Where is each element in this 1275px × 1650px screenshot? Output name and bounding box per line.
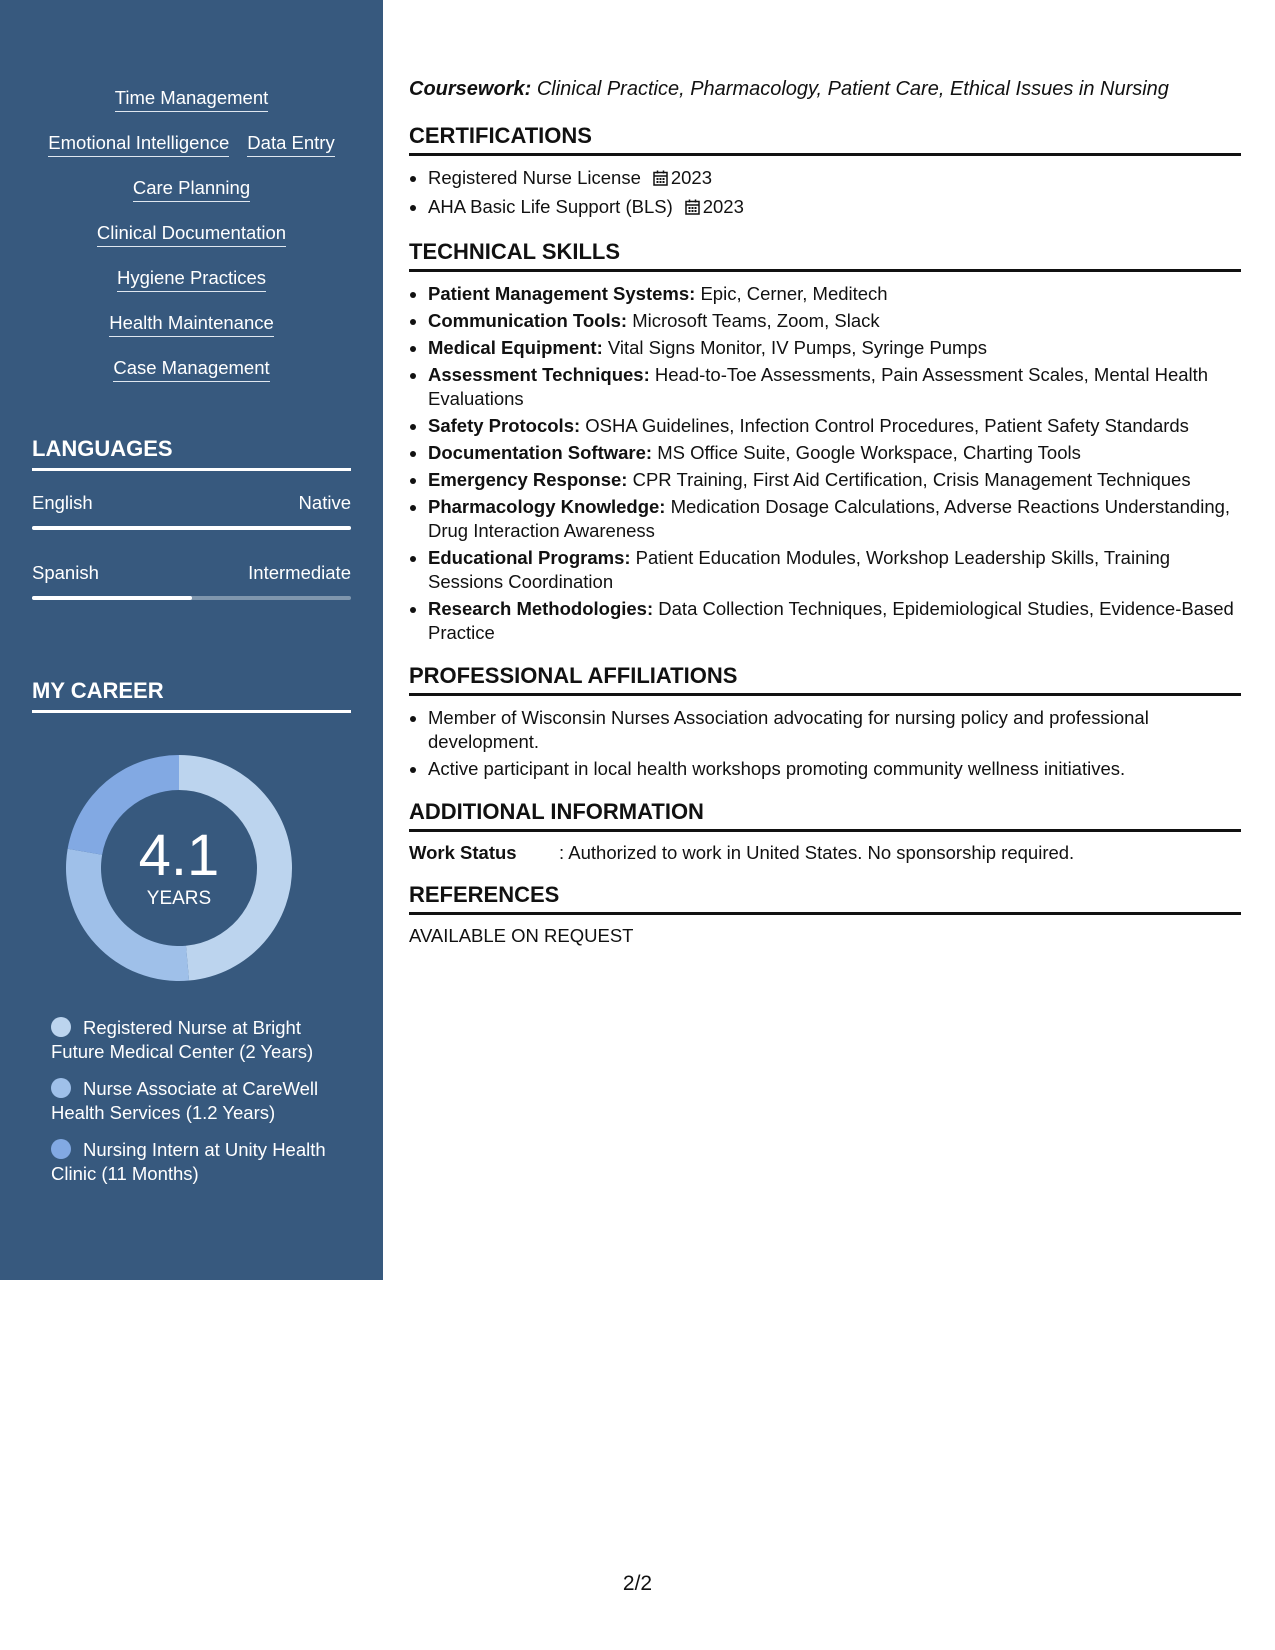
language-item	[32, 562, 351, 600]
skill-row	[0, 221, 383, 247]
career-item-text: Nursing Intern at Unity Health Clinic (11 Months)	[51, 1139, 326, 1184]
language-proficiency-bar	[32, 526, 351, 530]
affiliations-list	[409, 706, 1241, 781]
technical-skill-label: Patient Management Systems:	[428, 283, 696, 304]
skill-tag: Data Entry	[247, 131, 334, 157]
skills-list	[0, 86, 383, 401]
technical-skill-item	[428, 468, 1241, 492]
technical-skill-text: Vital Signs Monitor, IV Pumps, Syringe Pumps	[607, 337, 987, 358]
technical-skill-item	[428, 414, 1241, 438]
certification-year: 2023	[670, 167, 713, 188]
skill-tag: Emotional Intelligence	[48, 131, 229, 157]
page-number: 2/2	[622, 1572, 653, 1595]
technical-skill-item	[428, 309, 1241, 333]
sidebar	[0, 0, 383, 1280]
technical-skill-item	[428, 441, 1241, 465]
skill-row	[0, 131, 383, 157]
coursework-label: Coursework:	[409, 78, 532, 100]
technical-skill-text: Microsoft Teams, Zoom, Slack	[632, 310, 880, 331]
career-legend	[51, 1016, 341, 1199]
language-name: English	[32, 492, 93, 513]
technical-skill-label: Pharmacology Knowledge:	[428, 496, 666, 517]
certification-name: Registered Nurse License	[428, 167, 641, 188]
certification-item	[428, 166, 1241, 192]
technical-skill-text: Medication Dosage Calculations, Adverse Reactions Understanding, Drug Interaction Awareness	[428, 496, 1231, 541]
skill-row	[0, 356, 383, 382]
technical-skill-text: OSHA Guidelines, Infection Control Procedures, Patient Safety Standards	[585, 415, 1189, 436]
skill-tag: Health Maintenance	[109, 311, 274, 337]
skill-tag: Time Management	[115, 86, 269, 112]
technical-skill-label: Educational Programs:	[428, 547, 631, 568]
language-name: Spanish	[32, 562, 99, 583]
technical-skill-label: Emergency Response:	[428, 469, 628, 490]
skill-tag: Case Management	[113, 356, 269, 382]
coursework-text: Clinical Practice, Pharmacology, Patient Care, Ethical Issues in Nursing	[536, 78, 1169, 100]
technical-skill-label: Documentation Software:	[428, 442, 653, 463]
career-unit: YEARS	[146, 888, 212, 909]
certification-year: 2023	[702, 196, 744, 217]
career-item	[51, 1138, 341, 1186]
technical-skill-label: Assessment Techniques:	[428, 364, 650, 385]
language-item	[32, 492, 351, 530]
technical-skill-label: Research Methodologies:	[428, 598, 654, 619]
technical-skill-text: Epic, Cerner, Meditech	[700, 283, 888, 304]
coursework	[409, 78, 1241, 101]
career-donut-chart	[66, 755, 292, 981]
language-proficiency-fill	[32, 596, 192, 600]
skill-row	[0, 176, 383, 202]
language-row	[32, 562, 351, 584]
technical-skill-item	[428, 363, 1241, 411]
certification-name: AHA Basic Life Support (BLS)	[428, 196, 673, 217]
legend-dot-icon	[51, 1017, 71, 1037]
certifications-list	[409, 166, 1241, 221]
work-status-value: : Authorized to work in United States. No sponsorship required.	[559, 842, 1075, 863]
languages-heading: LANGUAGES	[32, 436, 351, 471]
career-item	[51, 1077, 341, 1125]
language-row	[32, 492, 351, 514]
technical-skill-item	[428, 546, 1241, 594]
main-content	[409, 78, 1241, 947]
skill-tag: Clinical Documentation	[97, 221, 286, 247]
calendar-icon	[685, 197, 700, 221]
technical-skill-label: Medical Equipment:	[428, 337, 603, 358]
work-status-label: Work Status	[409, 842, 517, 863]
technical-skill-text: Head-to-Toe Assessments, Pain Assessment Scales, Mental Health Evaluations	[428, 364, 1209, 409]
technical-skill-label: Safety Protocols:	[428, 415, 581, 436]
technical-skill-text: MS Office Suite, Google Workspace, Charting Tools	[657, 442, 1081, 463]
additional-info-heading: ADDITIONAL INFORMATION	[409, 799, 1241, 832]
technical-skill-label: Communication Tools:	[428, 310, 628, 331]
references-text: AVAILABLE ON REQUEST	[409, 925, 634, 946]
skill-row	[0, 86, 383, 112]
skill-row	[0, 266, 383, 292]
skill-tag: Care Planning	[133, 176, 250, 202]
technical-skill-item	[428, 597, 1241, 645]
technical-skills-list	[409, 282, 1241, 645]
certifications-heading: CERTIFICATIONS	[409, 123, 1241, 156]
technical-skill-item	[428, 336, 1241, 360]
career-item-text: Nurse Associate at CareWell Health Services (1.2 Years)	[51, 1078, 319, 1123]
technical-skill-text: Data Collection Techniques, Epidemiological Studies, Evidence-Based Practice	[428, 598, 1234, 643]
references-heading: REFERENCES	[409, 882, 1241, 915]
career-item	[51, 1016, 341, 1064]
technical-skill-item	[428, 495, 1241, 543]
work-status	[409, 842, 1241, 864]
technical-skill-text: Patient Education Modules, Workshop Leadership Skills, Training Sessions Coordination	[428, 547, 1171, 592]
affiliation-item: • Member of Wisconsin Nurses Association advocating for nursing policy and professional development.	[428, 706, 1241, 754]
skill-tag: Hygiene Practices	[117, 266, 266, 292]
skill-row	[0, 311, 383, 337]
language-level: Intermediate	[248, 562, 351, 583]
career-heading: MY CAREER	[32, 678, 351, 713]
legend-dot-icon	[51, 1139, 71, 1159]
language-proficiency-bar	[32, 596, 351, 600]
career-total-years: 4.1	[138, 823, 220, 888]
technical-skill-item	[428, 282, 1241, 306]
technical-skill-text: CPR Training, First Aid Certification, Crisis Management Techniques	[632, 469, 1191, 490]
technical-skills-heading: TECHNICAL SKILLS	[409, 239, 1241, 272]
career-item-text: Registered Nurse at Bright Future Medical Center (2 Years)	[51, 1017, 314, 1062]
certification-item	[428, 195, 1241, 221]
calendar-icon	[653, 168, 668, 192]
affiliation-item: • Active participant in local health workshops promoting community wellness initiatives.	[428, 757, 1241, 781]
affiliations-heading: PROFESSIONAL AFFILIATIONS	[409, 663, 1241, 696]
legend-dot-icon	[51, 1078, 71, 1098]
language-proficiency-fill	[32, 526, 351, 530]
language-level: Native	[298, 492, 351, 513]
